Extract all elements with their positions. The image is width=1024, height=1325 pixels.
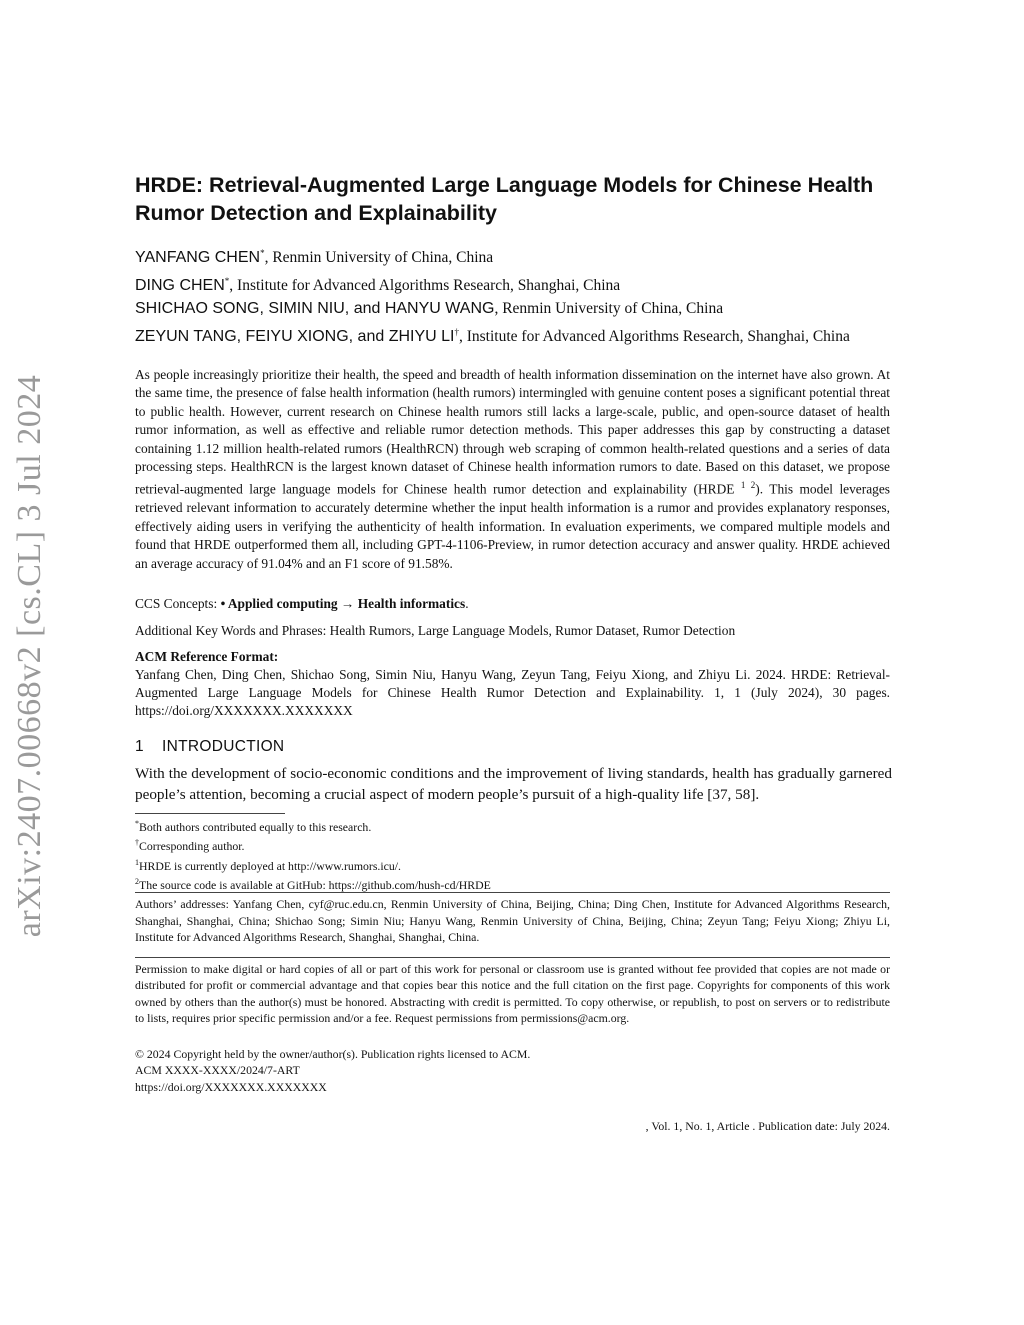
author-line-4 (135, 321, 895, 349)
author-line-3 (135, 297, 895, 321)
footnote (135, 835, 895, 854)
footnote-text: The source code is available at GitHub: https://github.com/hush-cd/HRDE (139, 877, 491, 892)
authors-addresses: Authors’ addresses: Yanfang Chen, cyf@ruc.edu.cn, Renmin University of China, Beijing, China; Ding Chen, Institute for Advanced Algorithms Research, Shanghai, Shanghai, China; Shichao Song; Simin Niu; Hanyu Wang, Renmin University of China, Beijing, China; Zeyun Tang; Feiyu Xiong; Zhiyu Li, Institute for Advanced Algorithms Research, Shanghai, Shanghai, China. (135, 897, 890, 945)
author-names: DING CHEN (135, 276, 225, 294)
footnote (135, 874, 895, 893)
section-heading-introduction (135, 738, 284, 756)
keywords: Additional Key Words and Phrases: Health Rumors, Large Language Models, Rumor Dataset, Rumor Detection (135, 623, 736, 638)
author-line-2 (135, 270, 895, 298)
introduction-paragraph: With the development of socio-economic conditions and the improvement of living standards, health has gradually garnered people’s attention, becoming a crucial aspect of modern people’s pursuit of a high-quality life [37, 58]. (135, 765, 892, 803)
section-number: 1 (135, 738, 144, 755)
footnote-text: HRDE is currently deployed at http://www.rumors.icu/. (139, 858, 401, 873)
footnote-mark: 1 (135, 857, 139, 867)
footnote-text: Corresponding author. (139, 839, 245, 854)
footnote (135, 816, 895, 835)
author-affiliation: , Institute for Advanced Algorithms Research, Shanghai, China (229, 276, 621, 294)
ccs-end: . (465, 596, 469, 611)
author-names: ZEYUN TANG, FEIYU XIONG, and ZHIYU LI (135, 327, 455, 345)
section-title: INTRODUCTION (162, 738, 285, 755)
footnote-mark: * (135, 819, 139, 828)
abstract-part-1: As people increasingly prioritize their health, the speed and breadth of health information dissemination on the internet have also grown. At the same time, the presence of false health information (health rumors) intermingled with genuine content poses a significant potential threat to public health. However, current research on Chinese health rumors still lacks a large-scale, public, and open-source dataset of health rumor information, as well as effective and reliable rumor detection methods. This paper addresses this gap by constructing a dataset containing 1.12 million health-related rumors (HealthRCN) through web scraping of common health-related questions and a series of data processing steps. HealthRCN is the largest known dataset of Chinese health information rumors to date. Based on this dataset, we propose retrieval-augmented large language models for Chinese health rumor detection and explainability (HRDE (135, 367, 890, 497)
arxiv-id-text: arXiv:2407.00668v2 [cs.CL] 3 Jul 2024 (11, 374, 48, 938)
copyright-line: © 2024 Copyright held by the owner/author(s). Publication rights licensed to ACM. (135, 1047, 531, 1061)
permission-notice: Permission to make digital or hard copies of all or part of this work for personal or classroom use is granted without fee provided that copies are not made or distributed for profit or commercial advantage and that copies bear this notice and the full citation on the first page. Copyrights for components of this work owned by others than the author(s) must be honored. Abstracting with credit is permitted. To copy otherwise, or republish, to post on servers or to redistribute to lists, requires prior specific permission and/or a fee. Request permissions from permissions@acm.org. (135, 962, 890, 1026)
acm-isbn-line: ACM XXXX-XXXX/2024/7-ART (135, 1063, 300, 1078)
ccs-bullet: • (220, 596, 228, 611)
page-footer: , Vol. 1, No. 1, Article . Publication date: July 2024. (645, 1119, 890, 1133)
acm-reference-format (135, 648, 890, 720)
author-list (135, 242, 895, 348)
abstract (135, 366, 890, 573)
copyright-block (135, 1046, 890, 1095)
doi-line: https://doi.org/XXXXXXX.XXXXXXX (135, 1079, 327, 1094)
author-names: SHICHAO SONG, SIMIN NIU, and HANYU WANG (135, 300, 495, 318)
footnote-text: Both authors contributed equally to this research. (139, 819, 372, 834)
author-affiliation: , Renmin University of China, China (264, 249, 494, 267)
author-affiliation: , Institute for Advanced Algorithms Research, Shanghai, China (458, 327, 850, 345)
ccs-arrow: → (337, 596, 358, 611)
author-mark: † (454, 326, 459, 337)
footnote-mark: 2 (135, 876, 139, 886)
permission-divider (135, 957, 890, 958)
footnote-divider (135, 813, 285, 814)
ccs-concepts (135, 595, 890, 613)
footnotes (135, 816, 895, 893)
footnote (135, 855, 895, 874)
arxiv-side-identifier (8, 376, 52, 936)
ccs-concept: Applied computing (227, 596, 338, 611)
ccs-subconcept: Health informatics (357, 596, 466, 611)
paper-title: HRDE: Retrieval-Augmented Large Language Models for Chinese Health Rumor Detection and Explainability (135, 173, 874, 225)
author-mark: * (224, 275, 230, 286)
author-affiliation: , Renmin University of China, China (494, 300, 724, 318)
author-line-1 (135, 242, 895, 270)
acm-reference-text: Yanfang Chen, Ding Chen, Shichao Song, Simin Niu, Hanyu Wang, Zeyun Tang, Feiyu Xiong, and Zhiyu Li. 2024. HRDE: Retrieval-Augmented Large Language Models for Chinese Health Rumor Detection and Explainability. 1, 1 (July 2024), 30 pages. https://doi.org/XXXXXXX.XXXXXXX (135, 667, 890, 718)
author-mark: * (260, 248, 265, 258)
acm-reference-heading: ACM Reference Format: (135, 649, 279, 664)
addresses-divider (135, 892, 890, 893)
abstract-part-2: ). This model leverages retrieved relevant information to accurately determine whether the input health information is a rumor and provides explanatory responses, effectively aiding users in verifying the authenticity of health information. In evaluation experiments, we compared multiple models and found that HRDE outperformed them all, including GPT-4-1106-Preview, in rumor detection accuracy and answer quality. HRDE achieved an average accuracy of 91.04% and an F1 score of 91.58%. (135, 481, 890, 571)
abstract-footnote-marks: 1 2 (740, 480, 756, 491)
ccs-label: CCS Concepts: (135, 596, 221, 611)
author-names: YANFANG CHEN (135, 249, 261, 267)
footnote-mark: † (135, 838, 139, 848)
